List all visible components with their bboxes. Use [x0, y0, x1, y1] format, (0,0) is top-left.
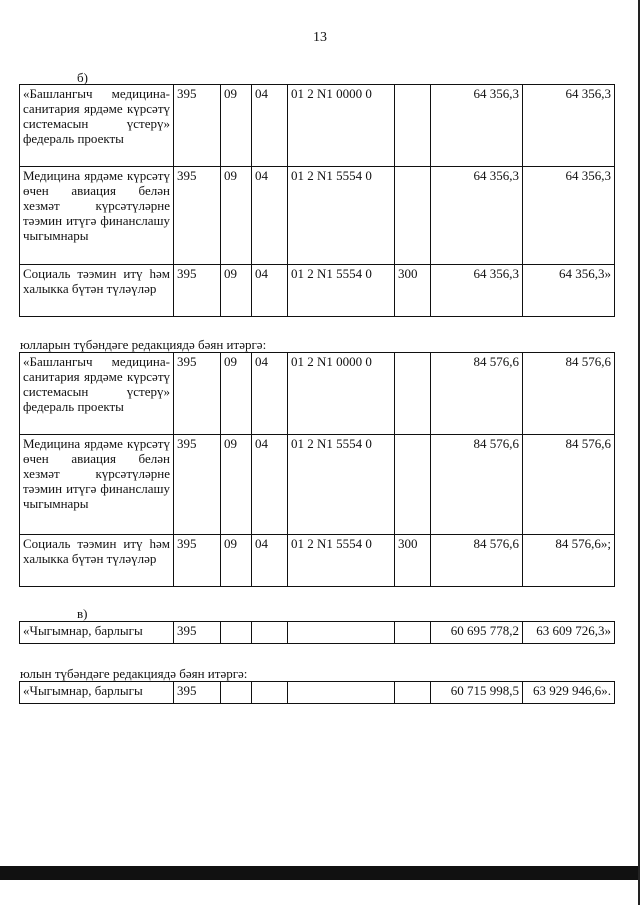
subsection-code: 04 — [252, 353, 288, 435]
section-v-label: в) — [77, 606, 88, 621]
page-number: 13 — [313, 30, 327, 45]
table-v-new — [19, 681, 615, 704]
scan-bottom-border — [0, 866, 640, 880]
target-article-code: 01 2 N1 0000 0 — [288, 353, 395, 435]
table-row — [20, 85, 615, 167]
ministry-code: 395 — [174, 622, 221, 644]
section-code: 09 — [221, 535, 252, 587]
expense-type-code — [395, 682, 431, 704]
table-row — [20, 682, 615, 704]
target-article-code: 01 2 N1 5554 0 — [288, 167, 395, 265]
replacement-intro-1: юлларын түбәндәге редакциядә бәян итәргә: — [20, 337, 267, 352]
target-article-code: 01 2 N1 5554 0 — [288, 535, 395, 587]
table-b-old — [19, 84, 615, 317]
ministry-code: 395 — [174, 682, 221, 704]
row-name: «Чыгымнар, барлыгы — [20, 682, 174, 704]
target-article-code — [288, 682, 395, 704]
section-b-label: б) — [77, 70, 88, 85]
section-code — [221, 622, 252, 644]
section-code: 09 — [221, 353, 252, 435]
ministry-code: 395 — [174, 167, 221, 265]
row-name: Социаль тәэмин итү һәм халыкка бүтән түләүләр — [20, 535, 174, 587]
table-row — [20, 167, 615, 265]
row-name: Медицина ярдәме күрсәтү өчен авиация белән хезмәт күрсәтүләрне тәэмин итүгә финанслашу чыгымнары — [20, 435, 174, 535]
row-name: «Башлангыч медицина-санитария ярдәме күрсәтү системасын үстерү» федераль проекты — [20, 353, 174, 435]
amount-year-2: 84 576,6»; — [523, 535, 615, 587]
amount-year-1: 84 576,6 — [431, 435, 523, 535]
replacement-intro-2: юлын түбәндәге редакциядә бәян итәргә: — [20, 666, 248, 681]
table-v-old — [19, 621, 615, 644]
amount-year-1: 84 576,6 — [431, 535, 523, 587]
target-article-code: 01 2 N1 0000 0 — [288, 85, 395, 167]
expense-type-code — [395, 435, 431, 535]
table-row — [20, 353, 615, 435]
subsection-code — [252, 682, 288, 704]
subsection-code: 04 — [252, 265, 288, 317]
amount-year-1: 64 356,3 — [431, 85, 523, 167]
amount-year-2: 64 356,3 — [523, 85, 615, 167]
amount-year-2: 63 929 946,6». — [523, 682, 615, 704]
subsection-code: 04 — [252, 167, 288, 265]
amount-year-2: 64 356,3 — [523, 167, 615, 265]
table-row — [20, 622, 615, 644]
target-article-code: 01 2 N1 5554 0 — [288, 435, 395, 535]
amount-year-1: 84 576,6 — [431, 353, 523, 435]
expense-type-code: 300 — [395, 535, 431, 587]
subsection-code: 04 — [252, 85, 288, 167]
expense-type-code: 300 — [395, 265, 431, 317]
amount-year-1: 64 356,3 — [431, 265, 523, 317]
row-name: Медицина ярдәме күрсәтү өчен авиация белән хезмәт күрсәтүләрне тәэмин итүгә финанслашу чыгымнары — [20, 167, 174, 265]
ministry-code: 395 — [174, 535, 221, 587]
expense-type-code — [395, 167, 431, 265]
ministry-code: 395 — [174, 85, 221, 167]
subsection-code — [252, 622, 288, 644]
amount-year-2: 64 356,3» — [523, 265, 615, 317]
row-name: «Чыгымнар, барлыгы — [20, 622, 174, 644]
table-b-new — [19, 352, 615, 587]
row-name: «Башлангыч медицина-санитария ярдәме күрсәтү системасын үстерү» федераль проекты — [20, 85, 174, 167]
subsection-code: 04 — [252, 535, 288, 587]
section-code: 09 — [221, 435, 252, 535]
target-article-code: 01 2 N1 5554 0 — [288, 265, 395, 317]
expense-type-code — [395, 85, 431, 167]
amount-year-1: 64 356,3 — [431, 167, 523, 265]
amount-year-1: 60 715 998,5 — [431, 682, 523, 704]
amount-year-1: 60 695 778,2 — [431, 622, 523, 644]
section-code: 09 — [221, 167, 252, 265]
amount-year-2: 63 609 726,3» — [523, 622, 615, 644]
amount-year-2: 84 576,6 — [523, 435, 615, 535]
table-row — [20, 535, 615, 587]
expense-type-code — [395, 622, 431, 644]
section-code — [221, 682, 252, 704]
target-article-code — [288, 622, 395, 644]
section-code: 09 — [221, 85, 252, 167]
table-row — [20, 435, 615, 535]
expense-type-code — [395, 353, 431, 435]
row-name: Социаль тәэмин итү һәм халыкка бүтән түләүләр — [20, 265, 174, 317]
table-row — [20, 265, 615, 317]
section-code: 09 — [221, 265, 252, 317]
ministry-code: 395 — [174, 353, 221, 435]
subsection-code: 04 — [252, 435, 288, 535]
amount-year-2: 84 576,6 — [523, 353, 615, 435]
ministry-code: 395 — [174, 265, 221, 317]
ministry-code: 395 — [174, 435, 221, 535]
